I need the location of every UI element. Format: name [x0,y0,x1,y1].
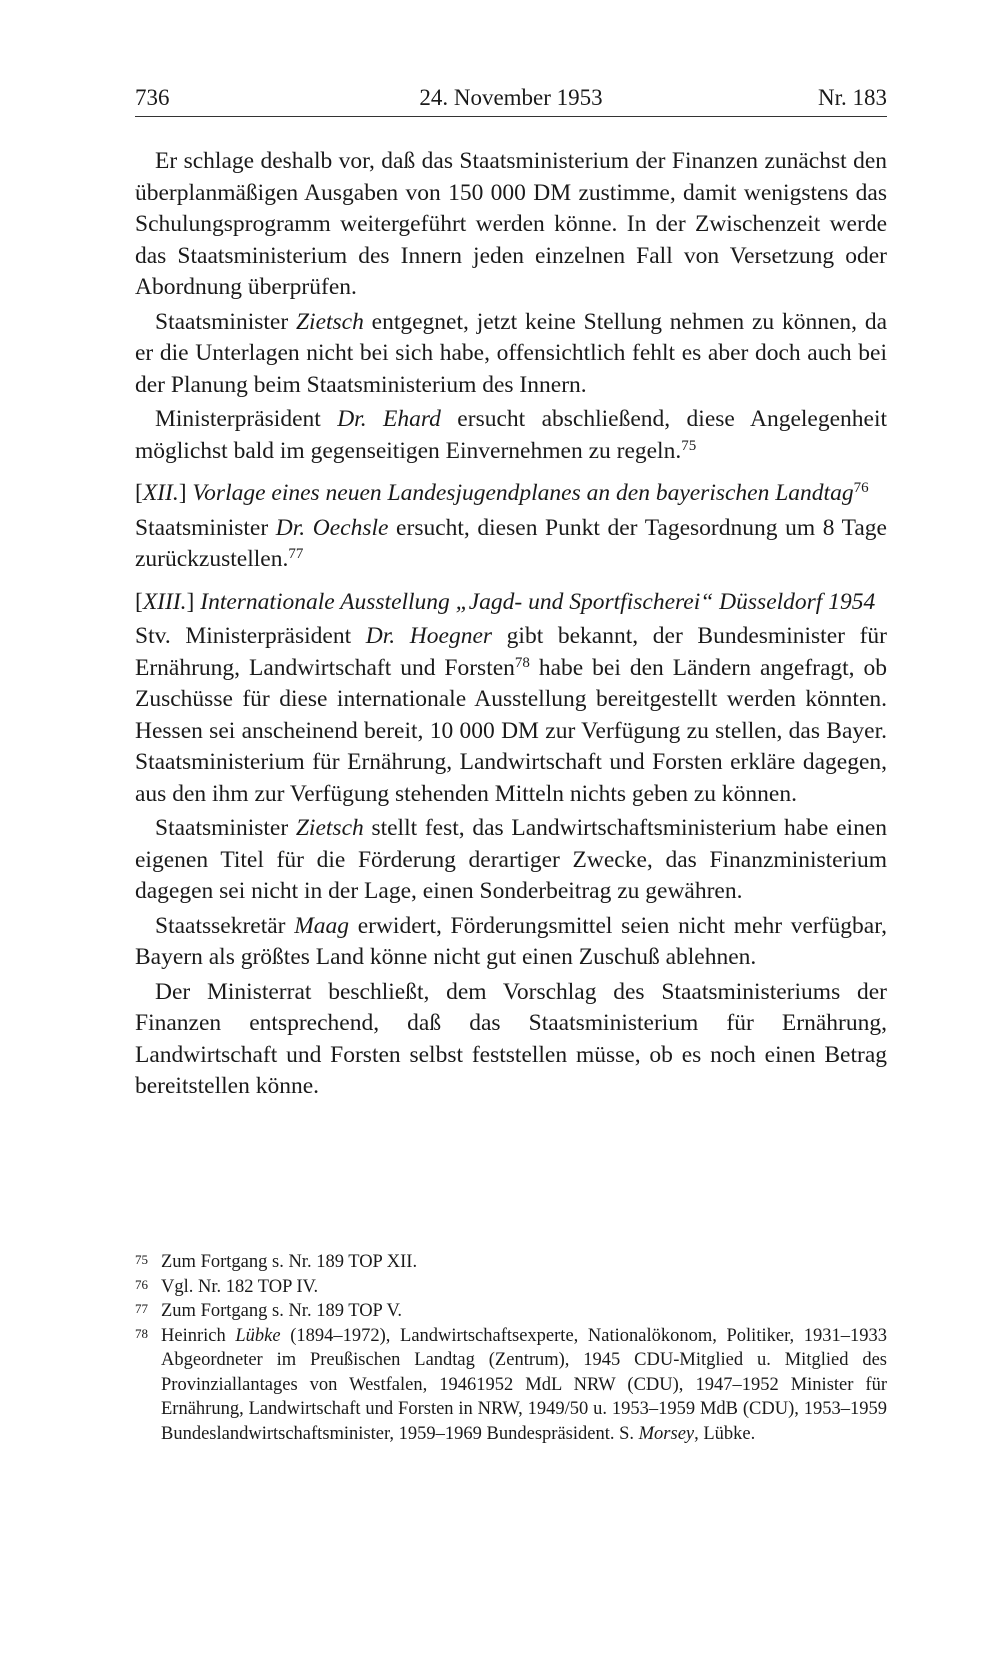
paragraph-text: Stv. Ministerpräsident [135,623,366,649]
footnote-number: 75 [135,1252,148,1267]
footnote-ref[interactable]: 78 [514,654,530,671]
footnote-number: 77 [135,1301,148,1316]
paragraph-text: Staatsminister [155,815,296,841]
speaker-name: Zietsch [295,308,364,335]
paragraph [135,911,887,974]
paragraph-text: erwidert, Förderungsmittel seien nicht mehr verfügbar, Bayern als größtes Land könne nicht gut einen Zuschuß ablehnen. [135,912,887,970]
document-number: Nr. 183 [818,85,887,110]
page-number: 736 [135,85,170,110]
section-title: Vorlage eines neuen Landesjugendplanes an den bayerischen Landtag [192,480,854,506]
footnote-ref[interactable]: 75 [681,437,697,454]
footnote [135,1299,887,1324]
paragraph [135,621,887,810]
footnote-text [161,1324,887,1447]
footnote-text: Zum Fortgang s. Nr. 189 TOP V. [161,1301,403,1321]
paragraph-text: Staatsminister [155,308,296,335]
speaker-name: Maag [294,912,350,939]
footnote [135,1250,887,1275]
bracket: [ [135,588,143,615]
footnote-text-part: Heinrich [161,1325,236,1346]
paragraph-text: gibt bekannt, der Bundesminister für Ernährung, Landwirtschaft und Forsten [135,623,887,681]
footnote-ref[interactable]: 77 [288,546,304,562]
bracket: [ [135,480,143,506]
paragraph-text: stellt fest, das Landwirtschaftsministerium habe einen eigenen Titel für die Förderung derartiger Zwecke, das Finanzministerium dagegen sei nicht in der Lage, einen Sonderbeitrag zu gewähren. [135,815,888,904]
paragraph-text: habe bei den Ländern angefragt, ob Zuschüsse für diese internationale Ausstellung bereitgestellt werden könnten. Hessen sei anscheinend bereit, 10 000 DM zur Verfügung zu stellen, das Bayer. Staatsministerium für Ernährung, Landwirtschaft und Forsten erkläre dagegen, aus den ihm zur Verfügung stehenden Mitteln nichts geben zu können. [135,654,888,807]
section-title: Internationale Ausstellung „Jagd- und Sportfischerei“ Düsseldorf 1954 [200,588,876,615]
speaker-name: Zietsch [295,815,364,841]
paragraph-text: entgegnet, jetzt keine Stellung nehmen zu können, da er die Unterlagen nicht bei sich habe, offensichtlich fehlt es aber doch auch bei der Planung beim Staatsministerium des Innern. [135,308,887,398]
paragraph [135,146,887,304]
footnote-text-part: , Lübke. [694,1423,756,1444]
paragraph-text: Staatssekretär [155,912,295,939]
speaker-name: Dr. Hoegner [365,623,493,649]
footnote-ref[interactable]: 76 [853,480,869,496]
footnote-text-part: (1894–1972), Landwirtschaftsexperte, Nationalökonom, Politiker, 1931–1933 Abgeordneter im Preußischen Landtag (Zentrum), 1945 CDU-Mitglied u. Mitglied des Provinziallantages von Westfalen, 19461952 MdL NRW (CDU), 1947–1952 Minister für Ernährung, Landwirtschaft und Forsten in NRW, 1949/50 u. 1953–1959 MdB (CDU), 1953–1959 Bundeslandwirtschaftsminister, 1959–1969 Bundespräsident. S. [161,1325,887,1444]
section-heading-xiii [135,587,887,619]
paragraph [135,813,887,908]
footnote [135,1324,887,1447]
footnote [135,1275,887,1300]
bracket: ] [186,588,201,615]
paragraph [135,977,887,1103]
paragraph [135,513,887,576]
header-date: 24. November 1953 [419,85,603,110]
section-number: XIII. [142,588,187,615]
footnote-number: 76 [135,1276,148,1292]
paragraph-text: Staatsminister [135,514,276,541]
citation-author: Morsey [638,1423,695,1444]
speaker-name: Dr. Ehard [337,406,441,432]
footnote-number: 78 [135,1325,148,1341]
paragraph-text: Ministerpräsident [155,406,338,432]
footnotes [135,1250,887,1446]
footnote-text: Vgl. Nr. 182 TOP IV. [161,1276,319,1297]
paragraph-text: Der Ministerrat beschließt, dem Vorschlag des Staatsministeriums der Finanzen entsprechend, daß das Staatsministerium für Ernährung, Landwirtschaft und Forsten selbst feststellen müsse, ob es noch einen Betrag bereitstellen könne. [135,978,887,1099]
section-heading-xii [135,478,887,510]
section-number: XII. [142,480,179,506]
paragraph [135,307,887,402]
bracket: ] [178,480,193,506]
paragraph-text: ersucht abschließend, diese Angelegenheit möglichst bald im gegenseitigen Einvernehmen zu regeln. [135,406,887,464]
paragraph-text: Er schlage deshalb vor, daß das Staatsministerium der Finanzen zunächst den überplanmäßigen Ausgaben von 150 000 DM zustimme, damit wenigstens das Schulungsprogramm weitergeführt werden könne. In der Zwischenzeit werde das Staatsministerium des Innern jeden einzelnen Fall von Versetzung oder Abordnung überprüfen. [135,148,887,300]
footnote-text: Zum Fortgang s. Nr. 189 TOP XII. [161,1252,418,1272]
main-text [135,146,887,1103]
speaker-name: Dr. Oechsle [275,514,389,541]
paragraph-text: ersucht, diesen Punkt der Tagesordnung um 8 Tage zurückzustellen. [135,514,887,572]
paragraph [135,404,887,467]
page-header [135,82,887,117]
person-name: Lübke [235,1325,281,1346]
